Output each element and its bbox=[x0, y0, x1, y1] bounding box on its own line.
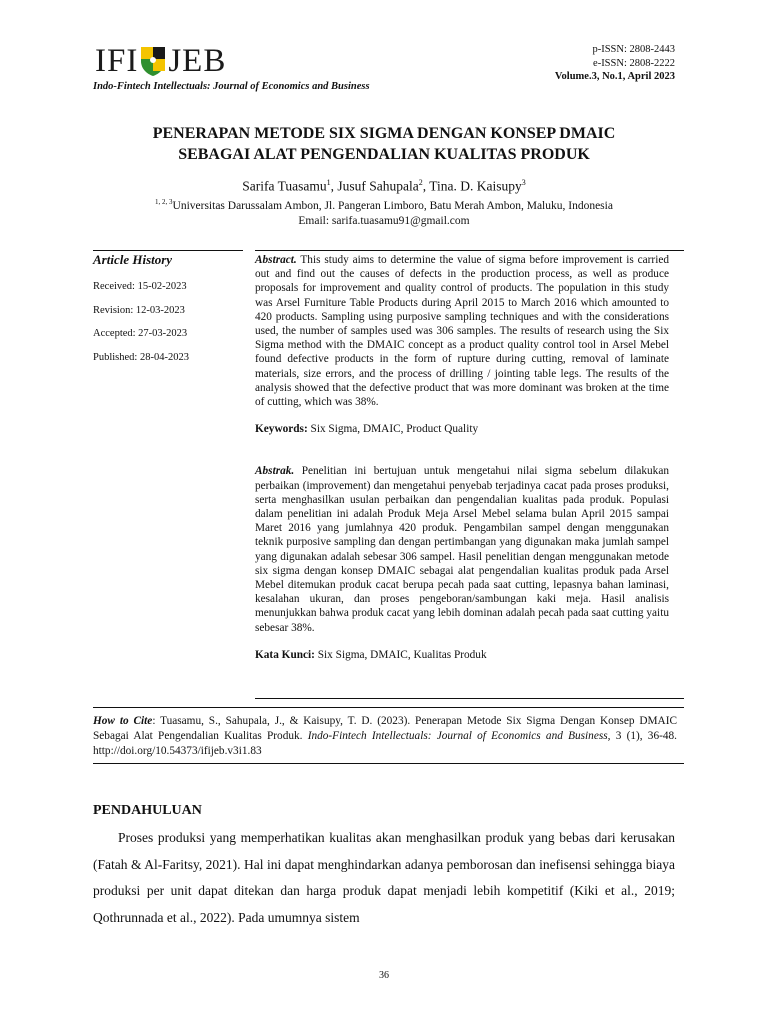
email[interactable]: Email: sarifa.tuasamu91@gmail.com bbox=[298, 214, 470, 227]
abstract-en bbox=[255, 253, 669, 409]
author-3-sup: 3 bbox=[521, 178, 526, 187]
intro-paragraph: Proses produksi yang memperhatikan kualitas akan menghasilkan produk yang bebas dari kerusakan (Fatah & Al-Faritsy, 2021). Hal ini dapat menghindarkan adanya pemborosan dan inefisensi sehingga biaya produksi per unit dapat ditekan dan harga produk dapat menjadi lebih kompetitif (Kiki et al., 2019; Qothrunnada et al., 2022). Pada umumnya sistem bbox=[93, 830, 675, 925]
volume-info: Volume.3, No.1, April 2023 bbox=[554, 71, 675, 82]
kata-kunci-text: Six Sigma, DMAIC, Kualitas Produk bbox=[314, 648, 487, 661]
cite-text-2: 3 (1), 36-48. http://doi.org/10.54373/ifijeb.v3i1.83 bbox=[93, 730, 677, 757]
author-sep-1: , bbox=[330, 178, 338, 194]
keywords bbox=[255, 422, 669, 436]
history-accepted: Accepted: 27-03-2023 bbox=[93, 328, 188, 339]
history-top-rule bbox=[93, 250, 243, 251]
abstract-label: Abstract. bbox=[255, 254, 297, 266]
author-1-sup: 1 bbox=[326, 178, 331, 187]
logo-text-left: IFI bbox=[95, 43, 139, 79]
logo-text-right: JEB bbox=[168, 43, 227, 79]
cite-label: How to Cite bbox=[93, 715, 153, 727]
keywords-label: Keywords: bbox=[255, 423, 308, 436]
history-heading: Article History bbox=[93, 252, 173, 267]
history-published: Published: 28-04-2023 bbox=[93, 351, 189, 363]
abstract-text: This study aims to determine the value of sigma before improvement is carried out and find out the causes of defects in the production process, as well as produce proposals for improvement and quality control of products. The population in this study was Arsel Furniture Table Products during April 2015 to March 2016 which amounted to 420 products. Sampling using purposive sampling techniques and with the considerations used, the number of samples used was 306 samples. The results of research using the Six Sigma method with the DMAIC concept as a product quality control tool in Arsel Mebel found defective products in the form of rupture during cutting, removal of laminate materials, size errors, and the process of drilling / jointing table legs. The results of the analysis showed that the defective product that was more dominant was broken at the time of cutting, which was 38%. bbox=[255, 254, 669, 409]
abstract-block bbox=[255, 253, 669, 662]
e-issn: e-ISSN: 2808-2222 bbox=[593, 57, 675, 69]
affiliation-block bbox=[60, 195, 708, 229]
abstract-bottom-rule bbox=[255, 698, 684, 699]
author-3: Tina. D. Kaisupy bbox=[429, 178, 522, 194]
how-to-cite bbox=[93, 714, 677, 759]
shield-icon bbox=[140, 45, 166, 77]
abstrak-text: Penelitian ini bertujuan untuk mengetahui nilai sigma sebelum dilakukan perbaikan (improvement) dan mengetahui penyebab terjadinya cacat pada proses produksi, serta menghasilkan usulan perbaikan dan pengendalian kualitas pada produk. Populasi dalam penelitian ini adalah Produk Meja Arsel Mebel selama bulan April 2015 sampai Maret 2016 yang jumlahnya 420 produk. Pengambilan sampel dengan menggunakan teknik purposive sampling dan dengan pertimbangan yang digunakan maka jumlah sampel yang digunakan adalah sebesar 306 sampel. Hasil penelitian dengan menggunakan metode six sigma dengan konsep DMAIC sebagai alat pengendalian kualitas produk pada Arsel Mebel ditemukan produk cacat berupa pecah pada saat cutting, lepasnya bahan laminasi, kesalahan ukuran, dan proses pengeboran/sambungan kaki meja. Hasil analisis menunjukkan bahwa produk cacat yang lebih dominan adalah pecah pada saat cutting yaitu sebesar 38%. bbox=[255, 465, 669, 634]
body-text bbox=[93, 825, 675, 931]
journal-name: Indo-Fintech Intellectuals: Journal of Economics and Business bbox=[93, 81, 370, 92]
author-1: Sarifa Tuasamu bbox=[242, 178, 327, 194]
author-2-sup: 2 bbox=[418, 178, 423, 187]
cite-top-rule bbox=[93, 707, 684, 708]
history-revision: Revision: 12-03-2023 bbox=[93, 304, 185, 316]
cite-journal: Indo-Fintech Intellectuals: Journal of Economics and Business, bbox=[307, 730, 611, 742]
affiliation: Universitas Darussalam Ambon, Jl. Pangeran Limboro, Batu Merah Ambon, Maluku, Indonesia bbox=[172, 199, 613, 212]
keywords-text: Six Sigma, DMAIC, Product Quality bbox=[307, 423, 479, 436]
article-history bbox=[93, 252, 243, 375]
author-sep-2: , bbox=[422, 178, 430, 194]
section-heading: PENDAHULUAN bbox=[93, 803, 202, 818]
kata-kunci bbox=[255, 648, 669, 662]
journal-logo bbox=[95, 44, 226, 78]
cite-text-1: : Tuasamu, S., Sahupala, J., & Kaisupy, T. D. (2023). Penerapan Metode Six Sigma Dengan Konsep DMAIC Sebagai Alat Pengendalian Kualitas Produk. bbox=[93, 715, 677, 742]
abstrak-label: Abstrak. bbox=[255, 465, 295, 478]
author-2: Jusuf Sahupala bbox=[337, 178, 419, 194]
kata-kunci-label: Kata Kunci: bbox=[255, 648, 315, 661]
abstract-top-rule bbox=[255, 250, 684, 251]
author-list bbox=[60, 178, 708, 195]
issn-block bbox=[555, 43, 675, 84]
history-received: Received: 15-02-2023 bbox=[93, 281, 187, 292]
abstract-id bbox=[255, 464, 669, 634]
cite-bottom-rule bbox=[93, 763, 684, 764]
paper-title bbox=[60, 123, 708, 165]
title-line-1: PENERAPAN METODE SIX SIGMA DENGAN KONSEP DMAIC bbox=[152, 125, 616, 142]
title-line-2: SEBAGAI ALAT PENGENDALIAN KUALITAS PRODUK bbox=[178, 146, 590, 163]
page-number: 36 bbox=[379, 970, 389, 981]
affiliation-sup: 1, 2, 3 bbox=[155, 198, 173, 206]
p-issn: p-ISSN: 2808-2443 bbox=[592, 44, 675, 55]
